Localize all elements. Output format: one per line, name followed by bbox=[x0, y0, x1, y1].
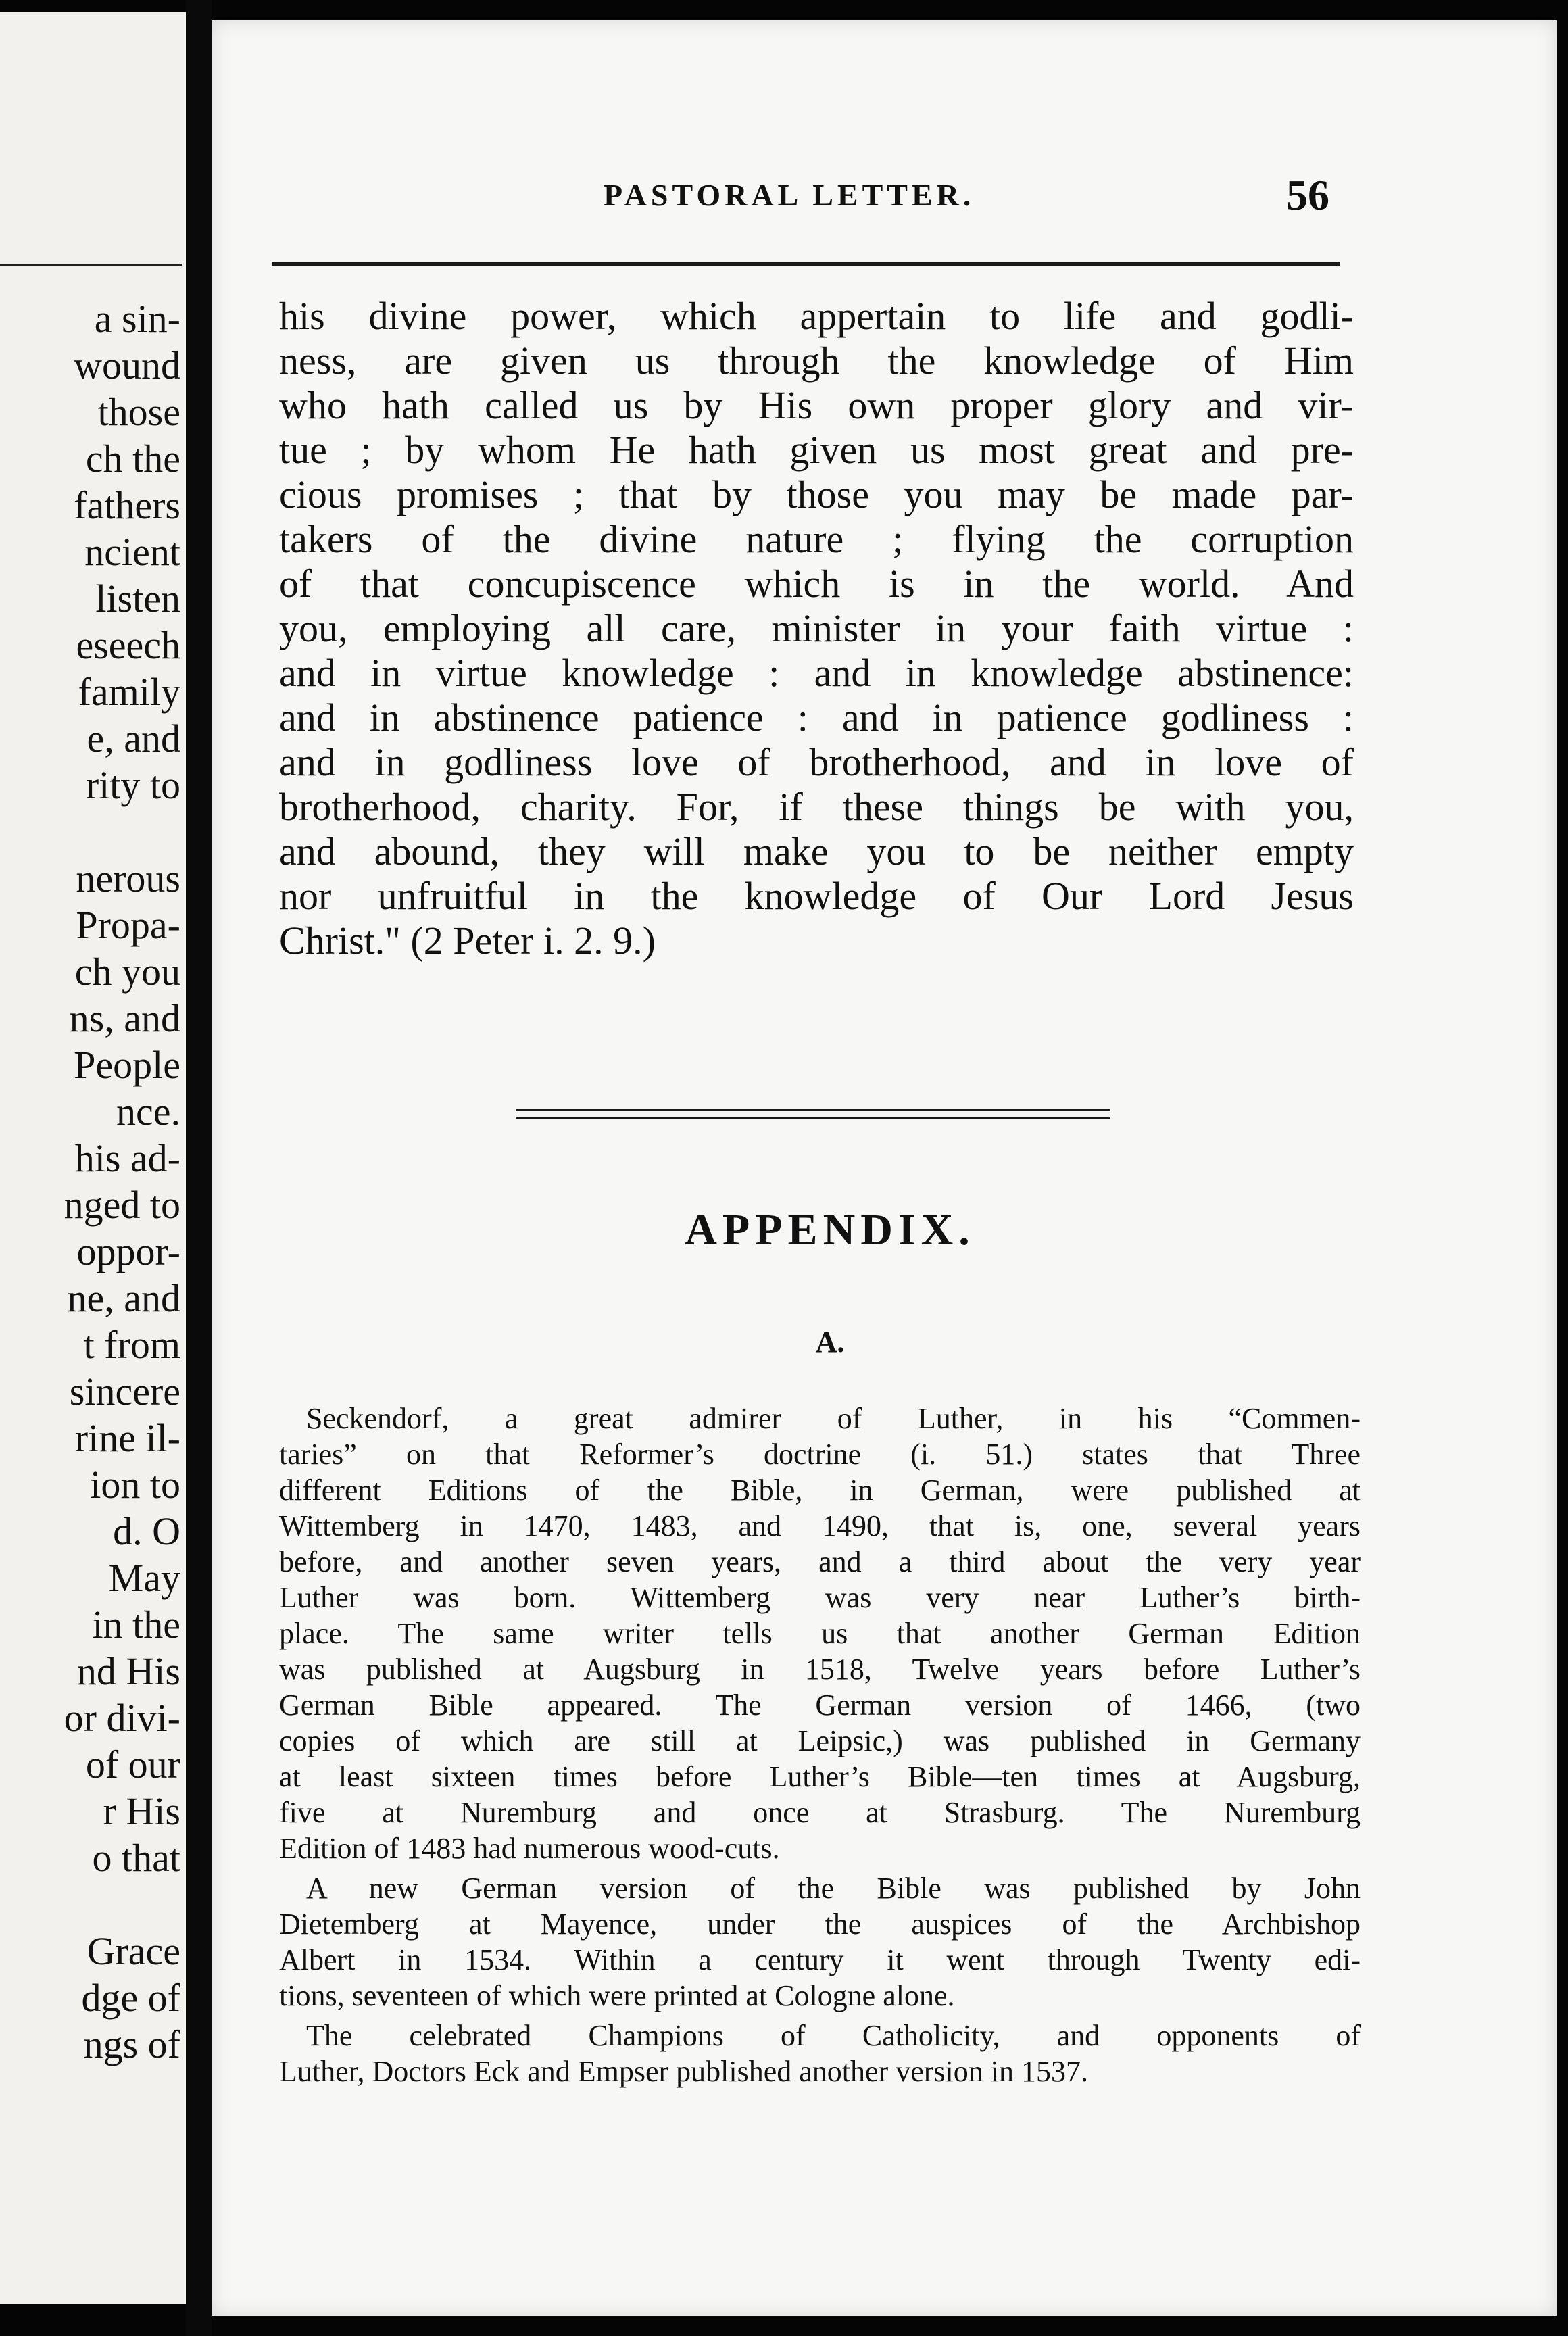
appendix-text-line: Albert in 1534. Within a century it went through Twenty edi- bbox=[279, 1943, 1361, 1976]
appendix-text-line: Dietemberg at Mayence, under the auspices of the Archbishop bbox=[279, 1907, 1361, 1941]
left-page-line: t from bbox=[83, 1323, 180, 1367]
appendix-section-letter: A. bbox=[815, 1325, 845, 1359]
left-page-line: oppor- bbox=[76, 1230, 180, 1273]
appendix-text-line: was published at Augsburg in 1518, Twelve years before Luther’s bbox=[279, 1653, 1361, 1686]
body-text-line: who hath called us by His own proper glory and vir- bbox=[279, 383, 1354, 427]
left-page-line: wound bbox=[74, 343, 180, 387]
body-text-line: takers of the divine nature ; flying the corruption bbox=[279, 517, 1354, 561]
letter-body-text bbox=[279, 294, 1354, 963]
left-page-line: nce. bbox=[116, 1090, 180, 1134]
body-text-line: tue ; by whom He hath given us most great and pre- bbox=[279, 428, 1354, 472]
page-number: 56 bbox=[1286, 171, 1329, 219]
running-title: PASTORAL LETTER. bbox=[604, 178, 975, 212]
appendix-text bbox=[279, 1401, 1361, 2089]
body-text-line: Christ." (2 Peter i. 2. 9.) bbox=[279, 919, 656, 963]
left-page-line: ion to bbox=[90, 1463, 180, 1507]
appendix-heading: APPENDIX. bbox=[685, 1205, 975, 1255]
left-page-line: dge of bbox=[81, 1976, 180, 2020]
left-page-line: nged to bbox=[64, 1183, 180, 1227]
header-rule bbox=[272, 262, 1340, 266]
left-page-line: rine il- bbox=[74, 1416, 180, 1460]
section-divider-rule-top bbox=[516, 1109, 1110, 1111]
left-page-line: of our bbox=[85, 1743, 180, 1786]
left-page-line: Propa- bbox=[76, 903, 180, 947]
appendix-text-line: The celebrated Champions of Catholicity, and opponents of bbox=[306, 2019, 1361, 2052]
appendix-text-line: Seckendorf, a great admirer of Luther, in his “Commen- bbox=[306, 1402, 1361, 1435]
left-page-line: o that bbox=[92, 1836, 180, 1880]
left-page-line: d. O bbox=[113, 1509, 180, 1553]
appendix-text-line: five at Nuremburg and once at Strasburg. The Nuremburg bbox=[279, 1796, 1361, 1829]
left-page-line: a sin- bbox=[94, 297, 180, 341]
body-text-line: and in abstinence patience : and in patience godliness : bbox=[279, 696, 1354, 739]
left-page-line: rity to bbox=[85, 763, 180, 807]
left-facing-page bbox=[0, 12, 186, 2304]
page bbox=[212, 20, 1557, 2316]
body-text-line: cious promises ; that by those you may be made par- bbox=[279, 472, 1354, 516]
left-page-line: ncient bbox=[84, 530, 180, 574]
appendix-text-line: copies of which are still at Leipsic,) was published in Germany bbox=[279, 1724, 1361, 1757]
appendix-text-line: place. The same writer tells us that another German Edition bbox=[279, 1617, 1361, 1650]
body-text-line: ness, are given us through the knowledge of Him bbox=[279, 339, 1354, 383]
appendix-text-line: Edition of 1483 had numerous wood-cuts. bbox=[279, 1832, 780, 1865]
left-page-line: nd His bbox=[76, 1649, 180, 1693]
appendix-text-line: tions, seventeen of which were printed at Cologne alone. bbox=[279, 1979, 955, 2012]
left-page-line: fathers bbox=[74, 483, 180, 527]
body-text-line: of that concupiscence which is in the world. And bbox=[279, 562, 1354, 606]
left-page-line: ch you bbox=[74, 950, 180, 994]
appendix-text-line: Luther, Doctors Eck and Empser published another version in 1537. bbox=[279, 2055, 1088, 2088]
left-page-line: May bbox=[108, 1556, 180, 1600]
left-page-line: e, and bbox=[87, 716, 180, 760]
left-page-line: ns, and bbox=[69, 996, 180, 1040]
left-page-line: ch the bbox=[85, 437, 180, 481]
left-page-line: or divi- bbox=[64, 1696, 180, 1740]
body-text-line: and in virtue knowledge : and in knowledge abstinence: bbox=[279, 651, 1354, 695]
appendix-text-line: before, and another seven years, and a third about the very year bbox=[279, 1545, 1361, 1578]
left-page-line: ne, and bbox=[67, 1276, 180, 1320]
body-text-line: and abound, they will make you to be neither empty bbox=[279, 829, 1354, 873]
appendix-text-line: taries” on that Reformer’s doctrine (i. 51.) states that Three bbox=[279, 1438, 1361, 1471]
left-page-line: his ad- bbox=[74, 1136, 180, 1180]
body-text-line: you, employing all care, minister in your faith virtue : bbox=[279, 606, 1354, 650]
left-page-line: People bbox=[74, 1043, 180, 1087]
left-page-line: r His bbox=[103, 1789, 180, 1833]
left-page-line: those bbox=[97, 390, 180, 434]
left-page-line: nerous bbox=[76, 856, 180, 900]
appendix-text-line: German Bible appeared. The German version of 1466, (two bbox=[279, 1688, 1361, 1722]
body-text-line: brotherhood, charity. For, if these things be with you, bbox=[279, 785, 1354, 829]
left-page-line: in the bbox=[92, 1603, 180, 1647]
section-divider-rule-bottom bbox=[516, 1117, 1110, 1119]
body-text-line: nor unfruitful in the knowledge of Our Lord Jesus bbox=[279, 874, 1354, 918]
running-head bbox=[212, 170, 1557, 224]
appendix-text-line: Wittemberg in 1470, 1483, and 1490, that is, one, several years bbox=[279, 1509, 1361, 1542]
left-page-rule bbox=[0, 264, 182, 266]
left-page-line: family bbox=[78, 670, 180, 714]
left-page-line: sincere bbox=[69, 1369, 180, 1413]
book-gutter bbox=[186, 0, 212, 2336]
appendix-text-line: at least sixteen times before Luther’s Bible—ten times at Augsburg, bbox=[279, 1760, 1361, 1793]
appendix-text-line: A new German version of the Bible was published by John bbox=[306, 1872, 1361, 1905]
appendix-text-line: Luther was born. Wittemberg was very near Luther’s birth- bbox=[279, 1581, 1361, 1614]
left-page-line: listen bbox=[95, 577, 180, 620]
appendix-text-line: different Editions of the Bible, in German, were published at bbox=[279, 1474, 1361, 1507]
left-page-line: Grace bbox=[87, 1929, 180, 1973]
body-text-line: his divine power, which appertain to life and godli- bbox=[279, 294, 1354, 338]
body-text-line: and in godliness love of brotherhood, and in love of bbox=[279, 740, 1354, 784]
left-page-line: ngs of bbox=[83, 2022, 180, 2066]
left-page-line: eseech bbox=[76, 623, 180, 667]
